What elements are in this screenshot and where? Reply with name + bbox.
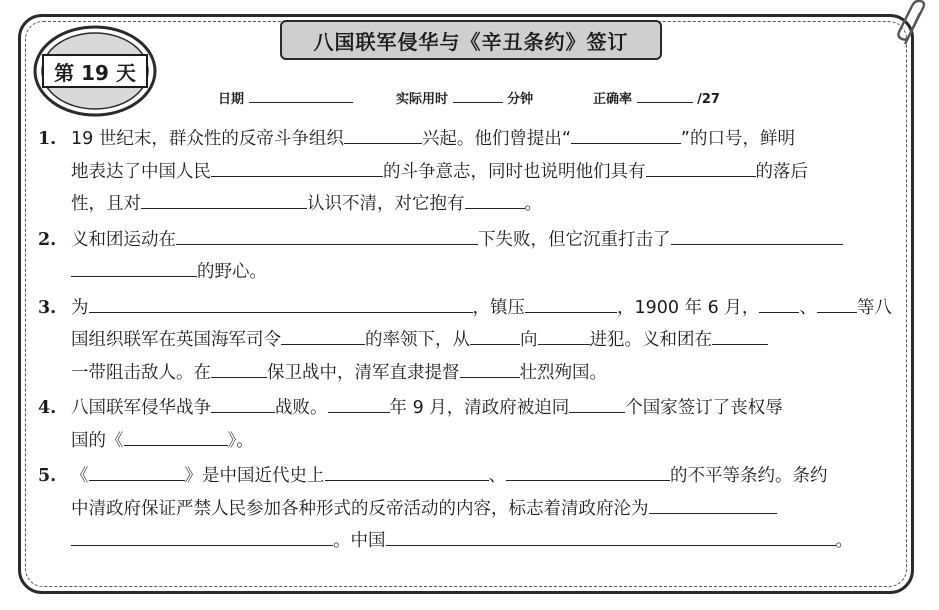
question-text: 、 [799, 297, 817, 318]
answer-blank[interactable] [176, 228, 478, 245]
question-number: 2. [38, 229, 57, 250]
answer-blank[interactable] [211, 160, 383, 177]
answer-blank[interactable] [817, 296, 857, 313]
question-number: 5. [38, 466, 57, 486]
question-text: 。 [835, 531, 853, 551]
question-line [71, 493, 910, 526]
question-text: 年 9 月，清政府被迫同 [389, 398, 570, 418]
question-line [71, 525, 910, 558]
answer-blank[interactable] [71, 260, 197, 277]
time-unit: 分钟 [507, 92, 534, 107]
question-text: ”的口号，鲜明 [680, 129, 795, 149]
answer-blank[interactable] [124, 429, 228, 446]
answer-blank[interactable] [646, 160, 756, 177]
question-text: 等八 [856, 297, 892, 318]
answer-blank[interactable] [141, 192, 307, 209]
question-line [71, 324, 910, 357]
question-3 [38, 292, 910, 390]
question-line [71, 460, 910, 493]
time-label: 实际用时 [396, 92, 449, 107]
question-text: 认识不清，对它抱有 [307, 194, 465, 214]
question-text: 的不平等条约。条约 [670, 466, 828, 486]
time-blank[interactable] [453, 86, 503, 103]
question-text: 战败。 [275, 398, 328, 418]
question-text: 。 [524, 194, 542, 214]
question-line [71, 357, 910, 390]
time-field [396, 86, 533, 107]
question-text: 兴起。他们曾提出“ [421, 129, 571, 149]
question-text: 的落后 [755, 161, 808, 182]
question-text: 国的《 [71, 430, 124, 451]
accuracy-label: 正确率 [593, 92, 633, 107]
question-text: 一带阻击敌人。在 [71, 362, 211, 383]
answer-blank[interactable] [328, 396, 390, 413]
question-line [71, 256, 910, 289]
answer-blank[interactable] [569, 396, 625, 413]
question-text: 义和团运动在 [71, 229, 176, 250]
question-line [71, 392, 910, 425]
question-text: 性，且对 [71, 194, 141, 214]
question-4 [38, 392, 910, 457]
answer-blank[interactable] [649, 497, 777, 514]
accuracy-blank[interactable] [637, 86, 693, 103]
accuracy-total: /27 [697, 92, 720, 107]
question-line [71, 123, 910, 156]
answer-blank[interactable] [571, 127, 681, 144]
question-text: 向 [520, 330, 538, 350]
question-number: 4. [38, 398, 57, 418]
answer-blank[interactable] [712, 328, 768, 345]
paperclip-icon [895, 0, 931, 48]
page-title: 八国联军侵华与《辛丑条约》签订 [280, 20, 662, 60]
answer-blank[interactable] [211, 396, 275, 413]
answer-blank[interactable] [344, 127, 422, 144]
question-text: 下失败，但它沉重打击了 [478, 229, 671, 250]
date-blank[interactable] [249, 86, 353, 103]
question-text: 》是中国近代史上 [184, 466, 325, 486]
question-1 [38, 123, 910, 221]
question-text: 的率领下，从 [365, 330, 470, 350]
question-text: 地表达了中国人民 [71, 161, 211, 182]
answer-blank[interactable] [671, 228, 843, 245]
question-text: 为 [71, 297, 89, 318]
answer-blank[interactable] [525, 296, 617, 313]
answer-blank[interactable] [470, 328, 520, 345]
answer-blank[interactable] [89, 296, 473, 313]
question-number: 3. [38, 297, 57, 318]
answer-blank[interactable] [386, 529, 836, 546]
question-text: 》。 [227, 430, 254, 451]
question-list [38, 123, 910, 558]
answer-blank[interactable] [460, 361, 520, 378]
question-text: 进犯。义和团在 [589, 330, 712, 350]
question-line [71, 188, 910, 221]
answer-blank[interactable] [759, 296, 799, 313]
question-text: 、 [488, 466, 506, 486]
accuracy-field [593, 86, 720, 107]
question-line [71, 292, 910, 325]
question-text: 的野心。 [197, 262, 267, 282]
question-line [71, 156, 910, 189]
question-text: 个国家签订了丧权辱 [625, 398, 783, 418]
question-text: 。中国 [333, 531, 386, 551]
question-text: 国组织联军在英国海军司令 [71, 330, 281, 350]
date-field [218, 86, 353, 107]
question-2 [38, 224, 910, 289]
question-line [71, 425, 910, 458]
answer-blank[interactable] [538, 328, 590, 345]
answer-blank[interactable] [281, 328, 365, 345]
answer-blank[interactable] [325, 464, 489, 481]
question-text: ，1900 年 6 月， [617, 297, 760, 318]
date-label: 日期 [218, 92, 245, 107]
day-label: 第 19 天 [42, 54, 148, 88]
answer-blank[interactable] [89, 464, 185, 481]
answer-blank[interactable] [71, 529, 333, 546]
question-text: ，镇压 [472, 297, 525, 318]
answer-blank[interactable] [465, 192, 525, 209]
question-text: 中清政府保证严禁人民参加各种形式的反帝活动的内容，标志着清政府沦为 [71, 498, 649, 519]
question-text: 《 [71, 466, 89, 486]
question-5 [38, 460, 910, 558]
question-text: 八国联军侵华战争 [71, 398, 211, 418]
question-line [71, 224, 910, 257]
answer-blank[interactable] [211, 361, 267, 378]
answer-blank[interactable] [506, 464, 670, 481]
question-text: 保卫战中，清军直隶提督 [267, 362, 460, 383]
question-text: 壮烈殉国。 [519, 362, 607, 383]
question-text: 的斗争意志，同时也说明他们具有 [383, 161, 646, 182]
question-text: 19 世纪末，群众性的反帝斗争组织 [71, 129, 344, 149]
question-number: 1. [38, 129, 57, 149]
